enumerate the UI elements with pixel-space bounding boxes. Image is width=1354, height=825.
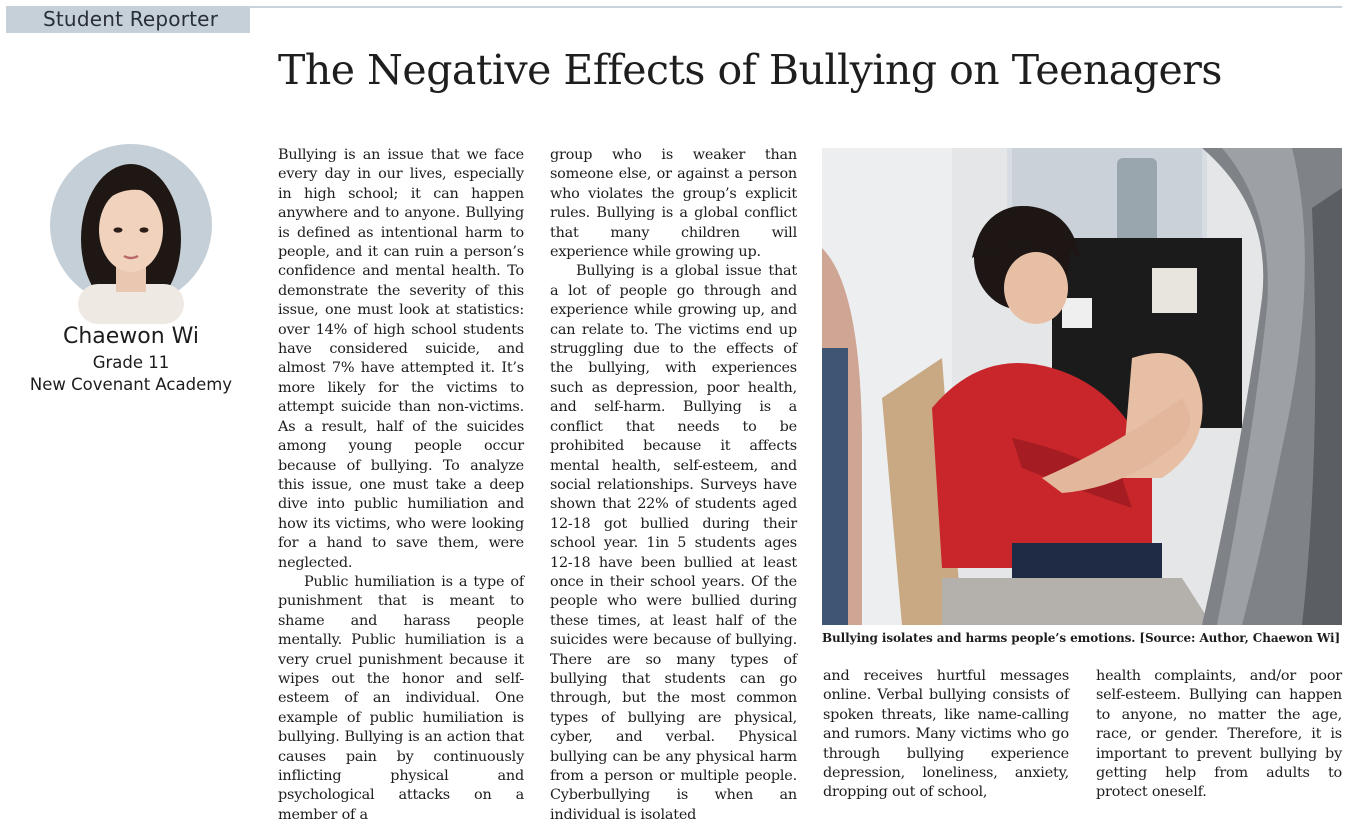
article-paragraph: Public humiliation is a type of punishment that is meant to shame and harass people mentally. Public humiliation is a very cruel punishment because it wipes out the honor and self-esteem of an individual. One example of public humiliation is bullying. Bullying is an action that causes pain by continuously inflicting physical and psychological attacks on a member of a xyxy=(278,573,524,823)
article-paragraph: Bullying is an issue that we face every day in our lives, especially in high school; it can happen anywhere and to anyone. Bullying is defined as intentional harm to people, and it can ruin a person’s confidence and mental health. To demonstrate the severity of this issue, one must look at statistics: over 14% of high school students have considered suicide, and almost 7% have attempted it. It’s more likely for the victims to attempt suicide than non-victims. As a result, half of the suicides among young people occur because of bullying. To analyze this issue, one must take a deep dive into public humiliation and how its victims, who were looking for a hand to save them, were neglected. xyxy=(278,147,524,571)
article-paragraph-continued: and receives hurtful messages online. Verbal bullying consists of spoken threats, like name-calling and rumors. Many victims who go through bullying experience depression, loneliness, anxiety, dropping out of school, xyxy=(823,668,1069,801)
author-portrait xyxy=(50,144,212,306)
article-column-2 xyxy=(550,146,797,823)
photo-caption: Bullying isolates and harms people’s emotions. [Source: Author, Chaewon Wi] xyxy=(822,631,1341,645)
article-column-3 xyxy=(823,667,1069,802)
author-grade: Grade 11 xyxy=(92,353,170,372)
author-avatar xyxy=(50,144,212,306)
article-paragraph: Bullying is a global issue that a lot of people go through and experience while growing up, and can relate to. The victims end up struggling due to the effects of the bullying, with experiences such as depression, poor health, and self-harm. Bullying is a conflict that needs to be prohibited because it affects mental health, self-esteem, and social relationships. Surveys have shown that 22% of students aged 12-18 got bullied during their school year. 1in 5 students ages 12-18 have been bullied at least once in their school years. Of the people who were bullied during these times, at least half of the suicides were because of bullying. There are so many types of bullying that students can go through, but the most common types of bullying are physical, cyber, and verbal. Physical bullying can be any physical harm from a person or multiple people. Cyberbullying is when an individual is isolated xyxy=(550,263,797,823)
author-school: New Covenant Academy xyxy=(29,375,233,394)
article-paragraph-continued: group who is weaker than someone else, or against a person who violates the group’s explicit rules. Bullying is a global conflict that many children will experience while growing up. xyxy=(550,147,797,261)
article-photo xyxy=(822,148,1342,625)
section-tag: Student Reporter xyxy=(6,6,250,33)
author-name: Chaewon Wi xyxy=(62,324,200,349)
author-block xyxy=(20,144,242,396)
article-column-1 xyxy=(278,146,524,823)
article-paragraph-continued: health complaints, and/or poor self-esteem. Bullying can happen to anyone, no matter the age, race, or gender. Therefore, it is important to prevent bullying by getting help from adults to protect oneself. xyxy=(1096,668,1342,801)
top-rule xyxy=(250,6,1342,8)
photo-illustration xyxy=(822,148,1342,625)
headline: The Negative Effects of Bullying on Teenagers xyxy=(278,46,1222,94)
article-column-4 xyxy=(1096,667,1342,802)
